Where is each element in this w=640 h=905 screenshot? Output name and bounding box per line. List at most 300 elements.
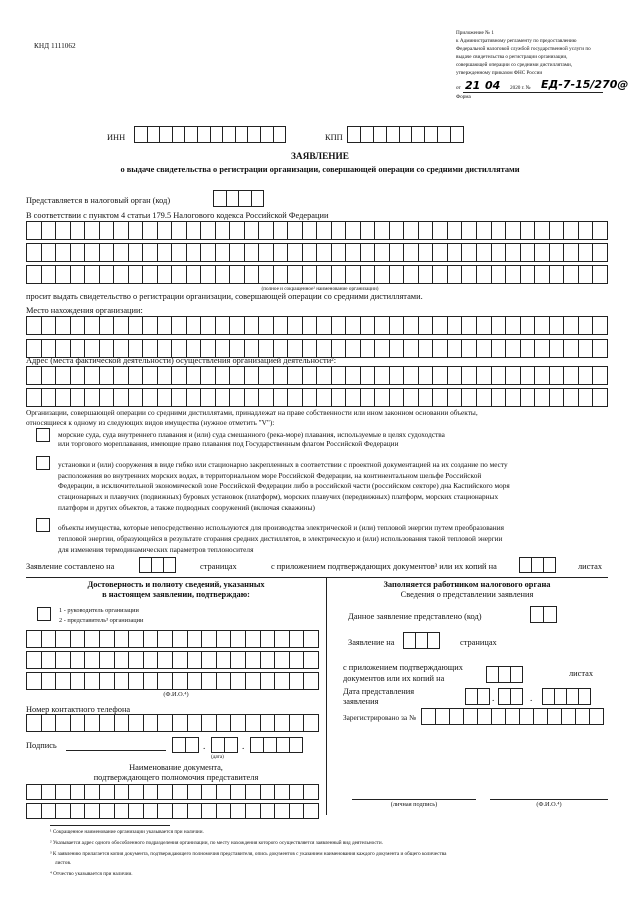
char-cell[interactable] (499, 688, 511, 705)
char-cell[interactable] (550, 339, 565, 358)
char-cell[interactable] (567, 688, 579, 705)
char-cell[interactable] (506, 243, 521, 262)
char-cell[interactable] (212, 737, 225, 753)
char-cell[interactable] (544, 557, 556, 573)
char-cell[interactable] (290, 737, 303, 753)
char-cell[interactable] (361, 388, 376, 407)
char-cell[interactable] (274, 243, 289, 262)
char-cell[interactable] (332, 366, 347, 385)
char-cell[interactable] (42, 630, 57, 648)
char-cell[interactable] (448, 243, 463, 262)
char-cell[interactable] (274, 126, 287, 143)
char-cell[interactable] (211, 126, 224, 143)
char-cell[interactable] (71, 803, 86, 819)
char-cell[interactable] (129, 221, 144, 240)
char-cell[interactable] (217, 630, 232, 648)
char-cell[interactable] (144, 672, 159, 690)
char-cell[interactable] (590, 708, 604, 725)
char-cell[interactable] (217, 714, 232, 732)
char-cell[interactable] (188, 630, 203, 648)
char-cell[interactable] (521, 339, 536, 358)
authority-doc-row[interactable] (26, 803, 319, 819)
char-cell[interactable] (593, 316, 608, 335)
char-cell[interactable] (288, 316, 303, 335)
char-cell[interactable] (304, 803, 319, 819)
char-cell[interactable] (506, 221, 521, 240)
char-cell[interactable] (42, 672, 57, 690)
registered-number-cells[interactable] (421, 708, 604, 725)
char-cell[interactable] (390, 366, 405, 385)
char-cell[interactable] (188, 784, 203, 800)
char-cell[interactable] (251, 737, 264, 753)
char-cell[interactable] (27, 803, 42, 819)
char-cell[interactable] (246, 651, 261, 669)
char-cell[interactable] (230, 221, 245, 240)
char-cell[interactable] (173, 803, 188, 819)
char-cell[interactable] (564, 366, 579, 385)
char-cell[interactable] (477, 243, 492, 262)
char-cell[interactable] (245, 243, 260, 262)
char-cell[interactable] (187, 316, 202, 335)
char-cell[interactable] (85, 651, 100, 669)
char-cell[interactable] (259, 243, 274, 262)
char-cell[interactable] (478, 708, 492, 725)
char-cell[interactable] (492, 339, 507, 358)
char-cell[interactable] (216, 388, 231, 407)
char-cell[interactable] (172, 388, 187, 407)
char-cell[interactable] (375, 388, 390, 407)
option-vessels-checkbox[interactable] (36, 428, 50, 442)
staff-fio-line[interactable] (490, 799, 608, 800)
char-cell[interactable] (143, 316, 158, 335)
char-cell[interactable] (173, 714, 188, 732)
char-cell[interactable] (85, 221, 100, 240)
char-cell[interactable] (304, 630, 319, 648)
char-cell[interactable] (477, 339, 492, 358)
char-cell[interactable] (543, 688, 555, 705)
char-cell[interactable] (71, 630, 86, 648)
char-cell[interactable] (448, 221, 463, 240)
char-cell[interactable] (231, 630, 246, 648)
char-cell[interactable] (274, 265, 289, 284)
char-cell[interactable] (246, 672, 261, 690)
char-cell[interactable] (259, 316, 274, 335)
char-cell[interactable] (261, 714, 276, 732)
char-cell[interactable] (375, 221, 390, 240)
char-cell[interactable] (506, 265, 521, 284)
char-cell[interactable] (422, 708, 436, 725)
char-cell[interactable] (230, 243, 245, 262)
char-cell[interactable] (531, 606, 544, 623)
char-cell[interactable] (550, 265, 565, 284)
char-cell[interactable] (462, 366, 477, 385)
char-cell[interactable] (332, 265, 347, 284)
char-cell[interactable] (593, 388, 608, 407)
char-cell[interactable] (303, 221, 318, 240)
char-cell[interactable] (217, 784, 232, 800)
char-cell[interactable] (129, 243, 144, 262)
char-cell[interactable] (433, 221, 448, 240)
char-cell[interactable] (477, 221, 492, 240)
char-cell[interactable] (158, 243, 173, 262)
char-cell[interactable] (186, 737, 199, 753)
char-cell[interactable] (115, 651, 130, 669)
char-cell[interactable] (114, 366, 129, 385)
char-cell[interactable] (290, 803, 305, 819)
char-cell[interactable] (390, 316, 405, 335)
char-cell[interactable] (361, 265, 376, 284)
char-cell[interactable] (231, 672, 246, 690)
char-cell[interactable] (85, 672, 100, 690)
char-cell[interactable] (433, 316, 448, 335)
char-cell[interactable] (492, 316, 507, 335)
char-cell[interactable] (56, 316, 71, 335)
char-cell[interactable] (419, 221, 434, 240)
char-cell[interactable] (277, 737, 290, 753)
char-cell[interactable] (290, 672, 305, 690)
char-cell[interactable] (172, 366, 187, 385)
char-cell[interactable] (477, 388, 492, 407)
char-cell[interactable] (404, 632, 416, 649)
char-cell[interactable] (27, 388, 42, 407)
char-cell[interactable] (144, 651, 159, 669)
char-cell[interactable] (346, 265, 361, 284)
char-cell[interactable] (521, 265, 536, 284)
char-cell[interactable] (466, 688, 478, 705)
char-cell[interactable] (259, 388, 274, 407)
char-cell[interactable] (27, 243, 42, 262)
staff-pages-cells[interactable] (403, 632, 440, 649)
char-cell[interactable] (187, 243, 202, 262)
char-cell[interactable] (227, 190, 240, 207)
char-cell[interactable] (56, 388, 71, 407)
char-cell[interactable] (129, 651, 144, 669)
char-cell[interactable] (144, 784, 159, 800)
char-cell[interactable] (140, 557, 152, 573)
char-cell[interactable] (201, 243, 216, 262)
char-cell[interactable] (56, 366, 71, 385)
char-cell[interactable] (202, 714, 217, 732)
char-cell[interactable] (114, 243, 129, 262)
char-cell[interactable] (390, 265, 405, 284)
char-cell[interactable] (304, 714, 319, 732)
char-cell[interactable] (56, 803, 71, 819)
char-cell[interactable] (129, 388, 144, 407)
char-cell[interactable] (114, 221, 129, 240)
char-cell[interactable] (214, 190, 227, 207)
org-name-row[interactable] (26, 221, 608, 240)
fio-row[interactable] (26, 651, 319, 669)
char-cell[interactable] (239, 190, 252, 207)
char-cell[interactable] (143, 366, 158, 385)
char-cell[interactable] (375, 316, 390, 335)
char-cell[interactable] (129, 803, 144, 819)
char-cell[interactable] (419, 265, 434, 284)
char-cell[interactable] (390, 388, 405, 407)
char-cell[interactable] (245, 316, 260, 335)
char-cell[interactable] (436, 708, 450, 725)
char-cell[interactable] (231, 714, 246, 732)
char-cell[interactable] (521, 316, 536, 335)
char-cell[interactable] (361, 366, 376, 385)
char-cell[interactable] (535, 339, 550, 358)
role-checkbox[interactable] (37, 607, 51, 621)
char-cell[interactable] (451, 126, 464, 143)
char-cell[interactable] (187, 221, 202, 240)
char-cell[interactable] (246, 784, 261, 800)
char-cell[interactable] (56, 651, 71, 669)
char-cell[interactable] (216, 243, 231, 262)
org-name-row[interactable] (26, 265, 608, 284)
char-cell[interactable] (428, 632, 440, 649)
char-cell[interactable] (261, 803, 276, 819)
char-cell[interactable] (562, 708, 576, 725)
char-cell[interactable] (246, 630, 261, 648)
inn-cells[interactable] (134, 126, 286, 143)
char-cell[interactable] (535, 388, 550, 407)
char-cell[interactable] (521, 221, 536, 240)
char-cell[interactable] (85, 316, 100, 335)
char-cell[interactable] (361, 339, 376, 358)
char-cell[interactable] (173, 651, 188, 669)
char-cell[interactable] (216, 265, 231, 284)
char-cell[interactable] (550, 316, 565, 335)
char-cell[interactable] (172, 265, 187, 284)
char-cell[interactable] (100, 803, 115, 819)
char-cell[interactable] (129, 784, 144, 800)
char-cell[interactable] (419, 243, 434, 262)
char-cell[interactable] (245, 265, 260, 284)
char-cell[interactable] (404, 221, 419, 240)
char-cell[interactable] (129, 672, 144, 690)
char-cell[interactable] (477, 316, 492, 335)
char-cell[interactable] (275, 672, 290, 690)
char-cell[interactable] (56, 630, 71, 648)
option-energy-checkbox[interactable] (36, 518, 50, 532)
char-cell[interactable] (158, 388, 173, 407)
char-cell[interactable] (332, 243, 347, 262)
char-cell[interactable] (198, 126, 211, 143)
fio-row[interactable] (26, 672, 319, 690)
char-cell[interactable] (259, 265, 274, 284)
char-cell[interactable] (550, 221, 565, 240)
char-cell[interactable] (27, 714, 42, 732)
char-cell[interactable] (304, 784, 319, 800)
char-cell[interactable] (216, 366, 231, 385)
char-cell[interactable] (143, 388, 158, 407)
location-row[interactable] (26, 316, 608, 335)
char-cell[interactable] (164, 557, 176, 573)
char-cell[interactable] (100, 714, 115, 732)
char-cell[interactable] (346, 366, 361, 385)
char-cell[interactable] (288, 243, 303, 262)
char-cell[interactable] (506, 708, 520, 725)
char-cell[interactable] (593, 366, 608, 385)
char-cell[interactable] (158, 784, 173, 800)
char-cell[interactable] (27, 672, 42, 690)
char-cell[interactable] (144, 630, 159, 648)
char-cell[interactable] (100, 265, 115, 284)
char-cell[interactable] (332, 221, 347, 240)
char-cell[interactable] (290, 714, 305, 732)
char-cell[interactable] (27, 784, 42, 800)
char-cell[interactable] (550, 366, 565, 385)
char-cell[interactable] (535, 265, 550, 284)
char-cell[interactable] (593, 221, 608, 240)
char-cell[interactable] (404, 265, 419, 284)
option-platforms-checkbox[interactable] (36, 456, 50, 470)
address-row[interactable] (26, 388, 608, 407)
char-cell[interactable] (288, 388, 303, 407)
staff-date-day[interactable] (465, 688, 490, 705)
char-cell[interactable] (135, 126, 148, 143)
char-cell[interactable] (225, 737, 238, 753)
char-cell[interactable] (261, 672, 276, 690)
char-cell[interactable] (216, 316, 231, 335)
char-cell[interactable] (564, 265, 579, 284)
char-cell[interactable] (579, 688, 591, 705)
char-cell[interactable] (534, 708, 548, 725)
char-cell[interactable] (361, 243, 376, 262)
char-cell[interactable] (85, 388, 100, 407)
char-cell[interactable] (462, 221, 477, 240)
char-cell[interactable] (100, 388, 115, 407)
char-cell[interactable] (27, 366, 42, 385)
char-cell[interactable] (42, 803, 57, 819)
char-cell[interactable] (390, 243, 405, 262)
char-cell[interactable] (252, 190, 265, 207)
char-cell[interactable] (115, 784, 130, 800)
char-cell[interactable] (144, 714, 159, 732)
char-cell[interactable] (477, 366, 492, 385)
char-cell[interactable] (506, 339, 521, 358)
char-cell[interactable] (346, 388, 361, 407)
char-cell[interactable] (56, 672, 71, 690)
char-cell[interactable] (448, 388, 463, 407)
char-cell[interactable] (579, 366, 594, 385)
char-cell[interactable] (564, 388, 579, 407)
char-cell[interactable] (521, 243, 536, 262)
char-cell[interactable] (317, 221, 332, 240)
char-cell[interactable] (71, 243, 86, 262)
char-cell[interactable] (303, 243, 318, 262)
char-cell[interactable] (419, 388, 434, 407)
char-cell[interactable] (173, 126, 186, 143)
char-cell[interactable] (419, 316, 434, 335)
char-cell[interactable] (425, 126, 438, 143)
char-cell[interactable] (317, 243, 332, 262)
char-cell[interactable] (158, 630, 173, 648)
char-cell[interactable] (259, 221, 274, 240)
char-cell[interactable] (400, 126, 413, 143)
char-cell[interactable] (346, 243, 361, 262)
char-cell[interactable] (520, 557, 532, 573)
char-cell[interactable] (172, 221, 187, 240)
char-cell[interactable] (419, 366, 434, 385)
char-cell[interactable] (56, 784, 71, 800)
char-cell[interactable] (361, 316, 376, 335)
char-cell[interactable] (56, 265, 71, 284)
char-cell[interactable] (579, 316, 594, 335)
char-cell[interactable] (187, 265, 202, 284)
char-cell[interactable] (246, 803, 261, 819)
char-cell[interactable] (144, 803, 159, 819)
char-cell[interactable] (71, 388, 86, 407)
char-cell[interactable] (374, 126, 387, 143)
char-cell[interactable] (416, 632, 428, 649)
char-cell[interactable] (27, 316, 42, 335)
char-cell[interactable] (520, 708, 534, 725)
char-cell[interactable] (115, 630, 130, 648)
char-cell[interactable] (564, 221, 579, 240)
char-cell[interactable] (462, 388, 477, 407)
char-cell[interactable] (288, 366, 303, 385)
char-cell[interactable] (275, 651, 290, 669)
sheets-count[interactable] (519, 557, 556, 573)
char-cell[interactable] (115, 714, 130, 732)
char-cell[interactable] (261, 630, 276, 648)
char-cell[interactable] (114, 316, 129, 335)
char-cell[interactable] (303, 388, 318, 407)
char-cell[interactable] (332, 388, 347, 407)
char-cell[interactable] (535, 221, 550, 240)
char-cell[interactable] (412, 126, 425, 143)
char-cell[interactable] (448, 339, 463, 358)
char-cell[interactable] (576, 708, 590, 725)
char-cell[interactable] (230, 366, 245, 385)
char-cell[interactable] (535, 366, 550, 385)
char-cell[interactable] (317, 265, 332, 284)
char-cell[interactable] (499, 666, 511, 683)
char-cell[interactable] (511, 666, 523, 683)
char-cell[interactable] (248, 126, 261, 143)
char-cell[interactable] (158, 265, 173, 284)
char-cell[interactable] (348, 126, 361, 143)
char-cell[interactable] (579, 243, 594, 262)
char-cell[interactable] (188, 803, 203, 819)
char-cell[interactable] (27, 630, 42, 648)
char-cell[interactable] (274, 221, 289, 240)
char-cell[interactable] (404, 243, 419, 262)
char-cell[interactable] (187, 366, 202, 385)
char-cell[interactable] (42, 265, 57, 284)
char-cell[interactable] (71, 714, 86, 732)
char-cell[interactable] (506, 316, 521, 335)
char-cell[interactable] (148, 126, 161, 143)
char-cell[interactable] (593, 339, 608, 358)
char-cell[interactable] (264, 737, 277, 753)
char-cell[interactable] (27, 265, 42, 284)
char-cell[interactable] (217, 803, 232, 819)
char-cell[interactable] (433, 243, 448, 262)
char-cell[interactable] (450, 708, 464, 725)
char-cell[interactable] (115, 672, 130, 690)
char-cell[interactable] (201, 265, 216, 284)
char-cell[interactable] (100, 784, 115, 800)
char-cell[interactable] (173, 784, 188, 800)
char-cell[interactable] (71, 651, 86, 669)
char-cell[interactable] (521, 388, 536, 407)
char-cell[interactable] (152, 557, 164, 573)
char-cell[interactable] (42, 243, 57, 262)
char-cell[interactable] (290, 784, 305, 800)
char-cell[interactable] (42, 714, 57, 732)
char-cell[interactable] (477, 265, 492, 284)
char-cell[interactable] (115, 803, 130, 819)
char-cell[interactable] (387, 126, 400, 143)
char-cell[interactable] (419, 339, 434, 358)
char-cell[interactable] (42, 784, 57, 800)
